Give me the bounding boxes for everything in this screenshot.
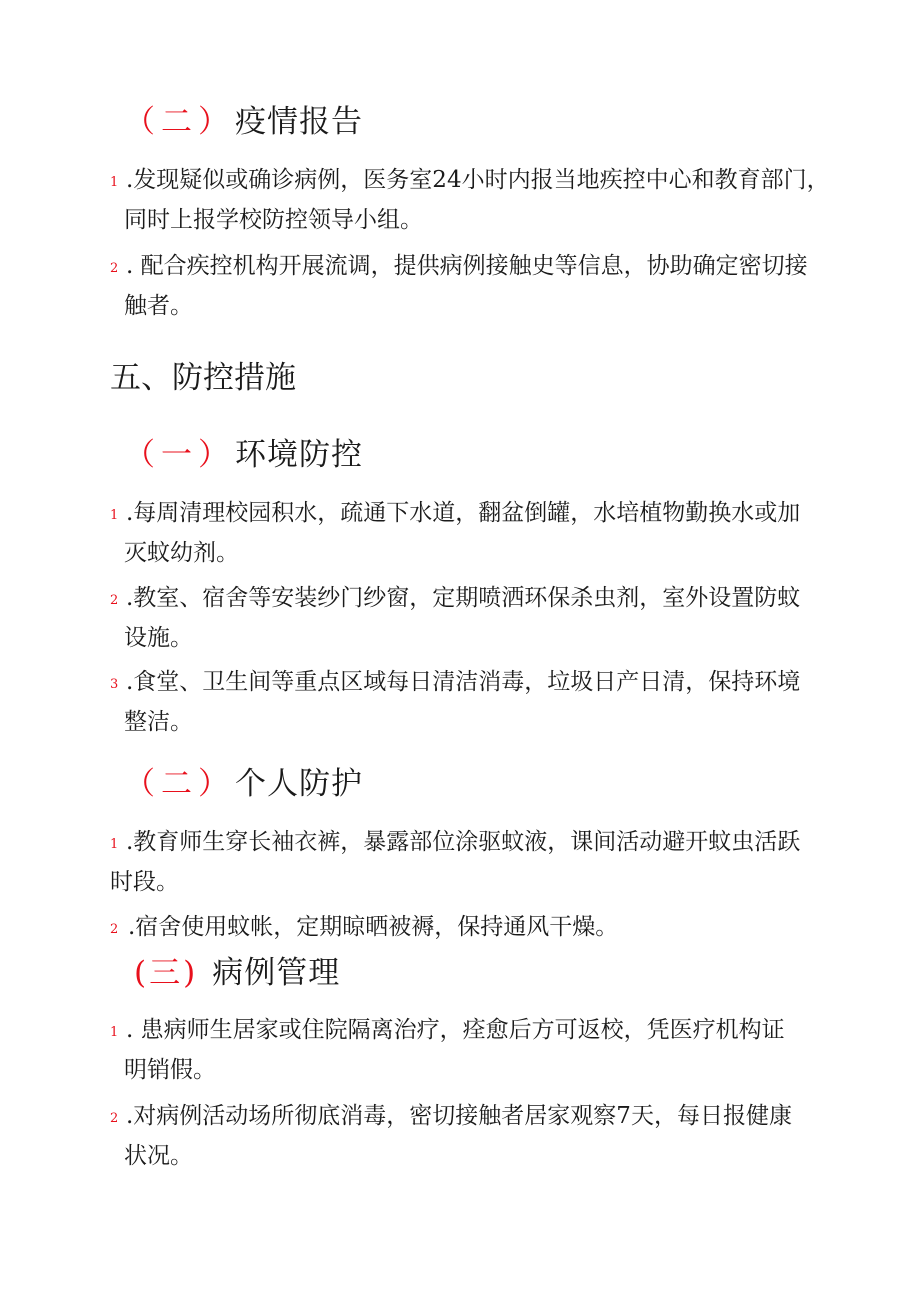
item-number: 1: [110, 508, 119, 523]
item-text-line1: . 患病师生居家或住院隔离治疗，痊愈后方可返校，凭医疗机构证: [126, 1017, 785, 1043]
section-heading-personal-protection: [124, 766, 363, 802]
item-number: 1: [110, 837, 119, 852]
section-heading-environment: [124, 437, 363, 473]
item-text-line2: 触者。: [124, 293, 193, 319]
section-heading-case-management: [134, 955, 340, 991]
section-heading-epidemic-report: [124, 104, 363, 140]
item-text-line2: 状况。: [124, 1143, 193, 1169]
heading-number: （一）: [124, 437, 235, 473]
item-text-line1: .教育师生穿长袖衣裤，暴露部位涂驱蚊液，课间活动避开蚊虫活跃: [126, 829, 801, 855]
item-text-line2: 整洁。: [124, 709, 193, 735]
item-number: 1: [110, 1025, 119, 1040]
item-text-line1: .发现疑似或确诊病例，医务室24小时内报当地疾控中心和教育部门，: [126, 167, 830, 193]
heading-text: 环境防控: [235, 437, 363, 473]
heading-number: （二）: [124, 104, 235, 140]
item-text-line2: 同时上报学校防控领导小组。: [124, 207, 423, 233]
item-number: 2: [110, 1111, 119, 1126]
item-number: 2: [110, 593, 119, 608]
heading-text: 疫情报告: [235, 104, 363, 140]
heading-number: （二）: [124, 766, 235, 802]
item-text-line1: . 配合疾控机构开展流调，提供病例接触史等信息，协助确定密切接: [126, 253, 808, 279]
item-text-line1: .每周清理校园积水，疏通下水道，翻盆倒罐，水培植物勤换水或加: [126, 500, 801, 526]
item-text-line1: .宿舍使用蚊帐，定期晾晒被褥，保持通风干燥。: [128, 914, 619, 940]
item-text-line2: 灭蚊幼剂。: [124, 540, 239, 566]
heading-text: 个人防护: [235, 766, 363, 802]
item-text-line2: 设施。: [124, 625, 193, 651]
heading-number: (三): [134, 955, 199, 991]
heading-text: 病例管理: [212, 955, 341, 991]
item-text-line1: .对病例活动场所彻底消毒，密切接触者居家观察7天，每日报健康: [126, 1103, 792, 1129]
item-text-line2: 时段。: [110, 869, 179, 895]
item-text-line1: .教室、宿舍等安装纱门纱窗，定期喷洒环保杀虫剂，室外设置防蚊: [126, 585, 801, 611]
item-number: 2: [110, 261, 119, 276]
item-number: 2: [110, 922, 119, 937]
item-text-line1: .食堂、卫生间等重点区域每日清洁消毒，垃圾日产日清，保持环境: [126, 669, 801, 695]
item-number: 1: [110, 175, 119, 190]
item-number: 3: [110, 677, 119, 692]
main-heading: 五、防控措施: [110, 360, 296, 396]
item-text-line2: 明销假。: [124, 1057, 216, 1083]
